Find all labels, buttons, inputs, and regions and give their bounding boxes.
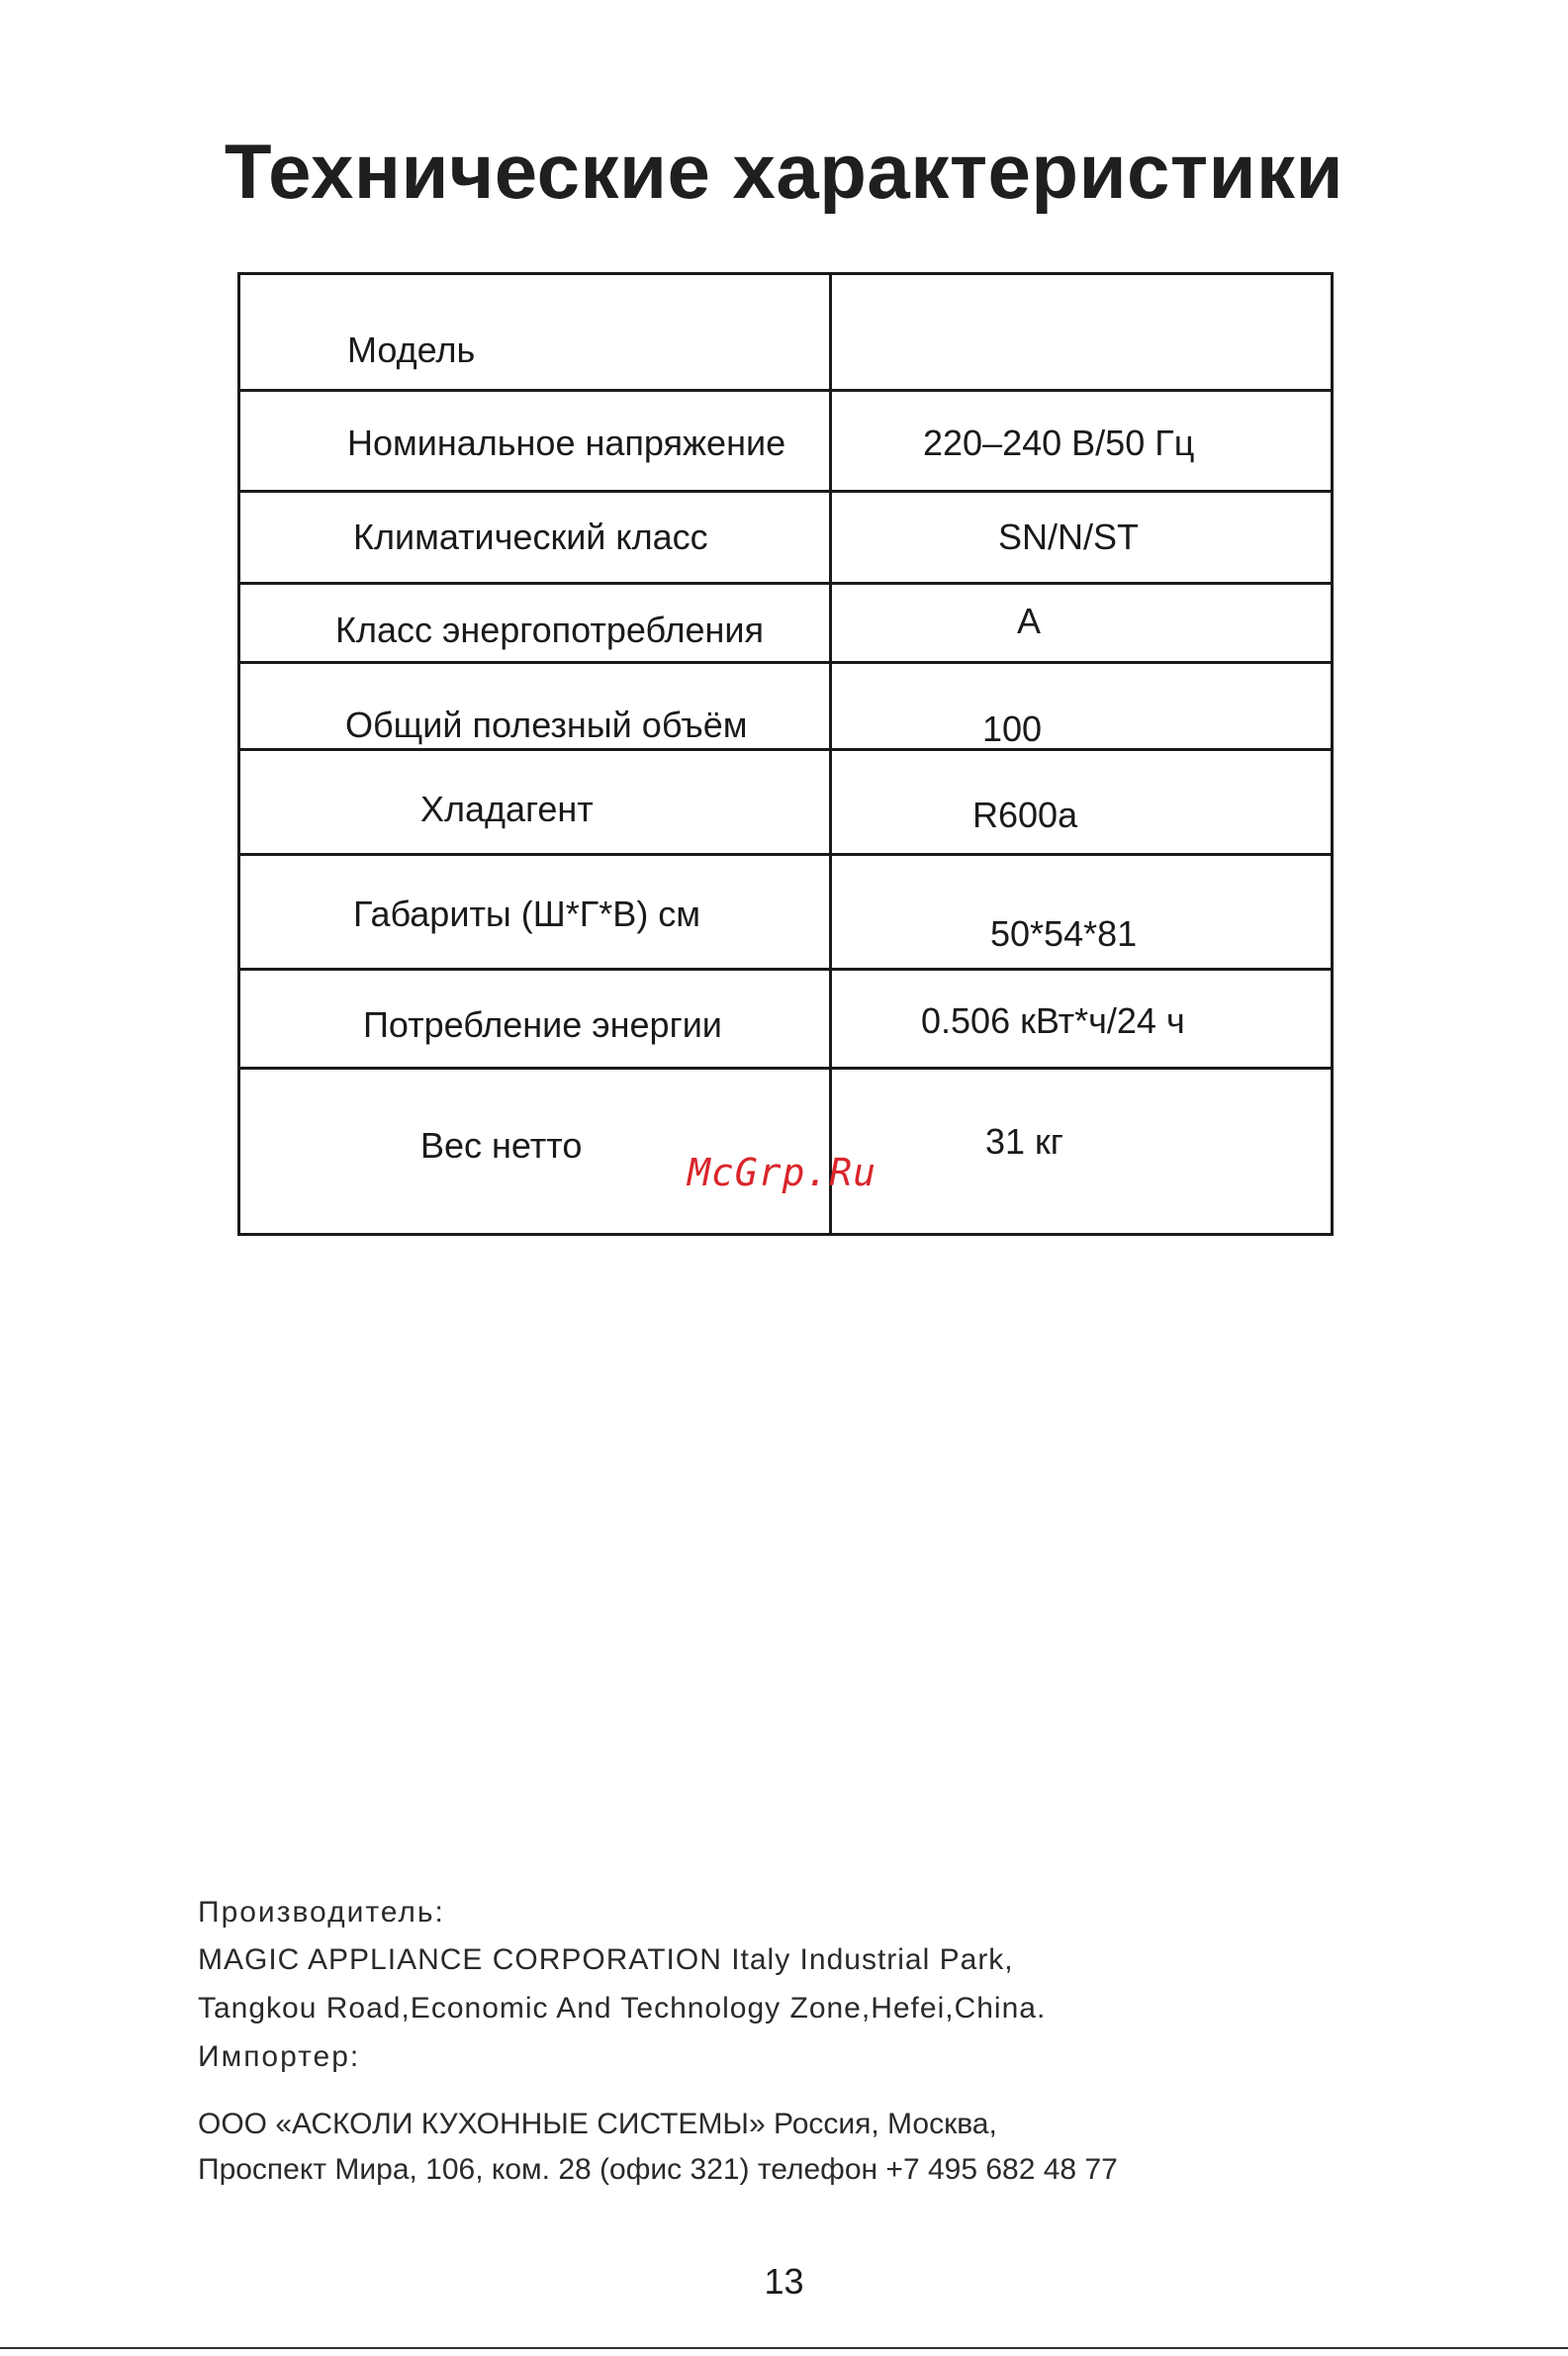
spec-label-model: Модель bbox=[347, 330, 476, 370]
table-row bbox=[240, 971, 1331, 1070]
spec-table bbox=[237, 272, 1334, 1236]
spec-label-voltage: Номинальное напряжение bbox=[347, 423, 786, 463]
manufacturer-heading: Производитель: bbox=[198, 1896, 445, 1929]
spec-value-climate-class: SN/N/ST bbox=[998, 517, 1140, 557]
spec-value-energy-class: A bbox=[1017, 601, 1042, 641]
spec-value-dimensions: 50*54*81 bbox=[990, 913, 1138, 954]
spec-value-refrigerant: R600a bbox=[972, 795, 1078, 835]
spec-label-refrigerant: Хладагент bbox=[420, 789, 594, 829]
spec-value-voltage: 220–240 В/50 Гц bbox=[923, 423, 1195, 463]
manufacturer-line-2: Tangkou Road,Economic And Technology Zone,Hefei,China. bbox=[198, 1992, 1047, 2025]
column-divider bbox=[829, 275, 832, 1233]
bottom-rule bbox=[0, 2347, 1568, 2349]
table-row bbox=[240, 664, 1331, 751]
table-row bbox=[240, 493, 1331, 585]
spec-value-energy-consumption: 0.506 кВт*ч/24 ч bbox=[921, 1000, 1185, 1041]
page-number: 13 bbox=[764, 2261, 804, 2302]
spec-label-volume: Общий полезный объём bbox=[345, 705, 748, 745]
page-title: Технические характеристики bbox=[224, 128, 1344, 215]
importer-line-2: Проспект Мира, 106, ком. 28 (офис 321) телефон +7 495 682 48 77 bbox=[198, 2153, 1118, 2186]
table-row bbox=[240, 275, 1331, 392]
table-row bbox=[240, 856, 1331, 971]
watermark: McGrp.Ru bbox=[688, 1151, 877, 1194]
spec-label-climate-class: Климатический класс bbox=[353, 517, 708, 557]
spec-label-energy-class: Класс энергопотребления bbox=[335, 610, 765, 650]
importer-line-1: ООО «АСКОЛИ КУХОННЫЕ СИСТЕМЫ» Россия, Москва, bbox=[198, 2108, 997, 2140]
table-row bbox=[240, 392, 1331, 493]
table-row bbox=[240, 585, 1331, 664]
spec-value-net-weight: 31 кг bbox=[985, 1121, 1063, 1162]
table-row bbox=[240, 751, 1331, 856]
manufacturer-line-1: MAGIC APPLIANCE CORPORATION Italy Industrial Park, bbox=[198, 1943, 1014, 1976]
spec-label-energy-consumption: Потребление энергии bbox=[363, 1004, 722, 1045]
spec-label-dimensions: Габариты (Ш*Г*В) см bbox=[353, 894, 701, 934]
importer-heading: Импортер: bbox=[198, 2040, 361, 2073]
spec-label-net-weight: Вес нетто bbox=[420, 1125, 583, 1166]
spec-value-volume: 100 bbox=[982, 708, 1043, 749]
